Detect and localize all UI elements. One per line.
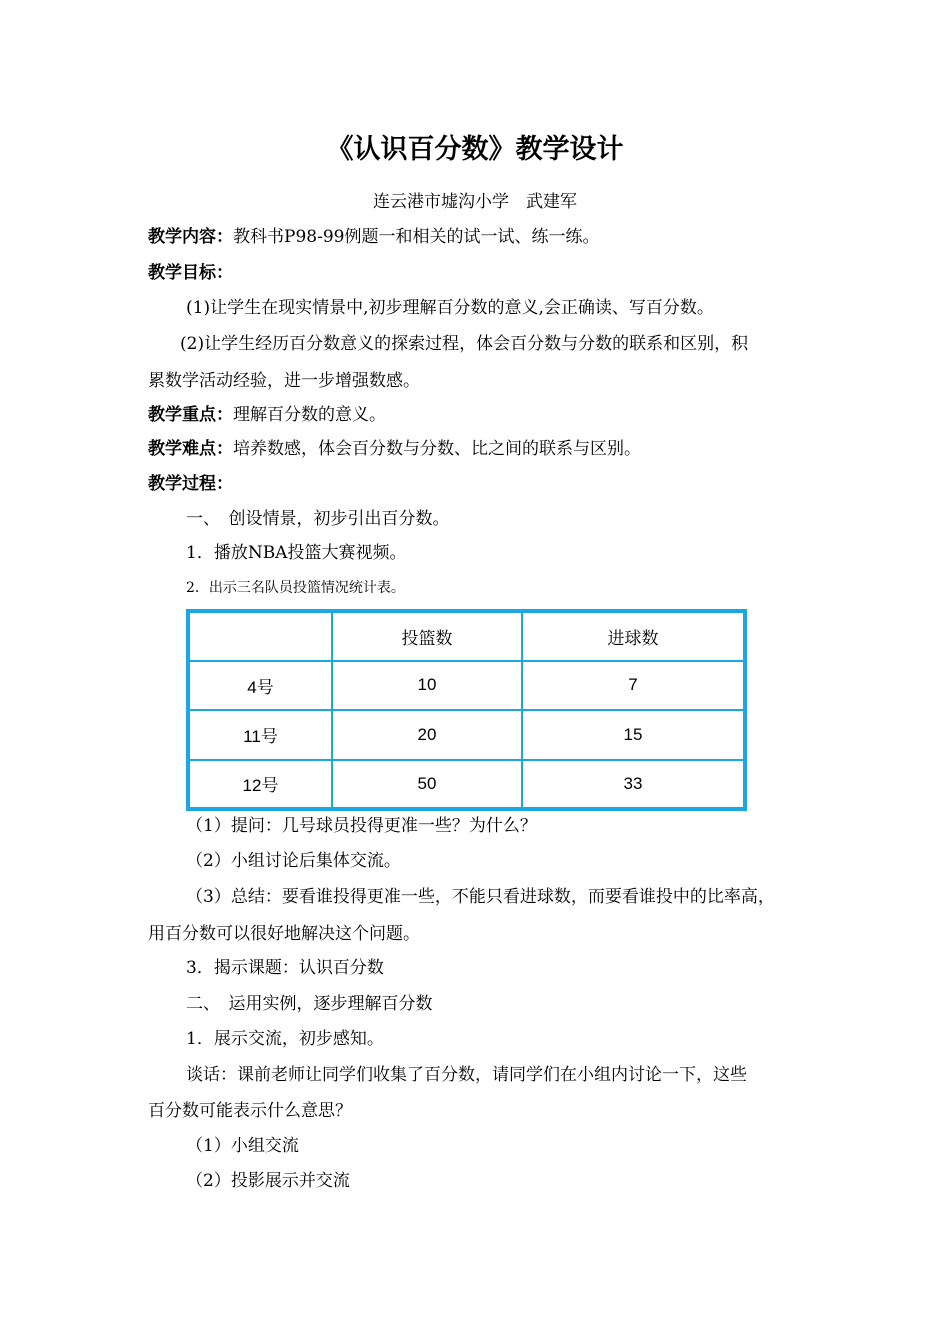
- question-1: （1）提问：几号球员投得更准一些？为什么？: [186, 816, 537, 836]
- table-cell: 4号: [188, 661, 332, 711]
- table-cell: 50: [332, 760, 522, 810]
- step-1-1: 1．播放NBA投篮大赛视频。: [186, 543, 407, 563]
- teaching-content-label: 教学内容：: [148, 227, 233, 247]
- table-row: [188, 661, 745, 711]
- document-title: 《认识百分数》教学设计: [326, 134, 624, 165]
- difficulty-label: 教学难点：: [148, 439, 233, 459]
- talk-line-1: 谈话：课前老师让同学们收集了百分数，请同学们在小组内讨论一下，这些: [186, 1065, 747, 1085]
- key-point-label: 教学重点：: [148, 405, 233, 425]
- section-2-heading: 二、 运用实例，逐步理解百分数: [186, 994, 433, 1014]
- teaching-key-point: [148, 404, 386, 426]
- teaching-content: [148, 226, 599, 248]
- teaching-process-label: 教学过程：: [148, 474, 233, 494]
- task-1: （1）小组交流: [186, 1136, 299, 1156]
- table-header-cell: 进球数: [522, 611, 745, 661]
- goal-1: (1)让学生在现实情景中,初步理解百分数的意义,会正确读、写百分数。: [186, 298, 714, 318]
- talk-line-2: 百分数可能表示什么意思？: [148, 1101, 352, 1121]
- teaching-content-text: 教科书P98-99例题一和相关的试一试、练一练。: [233, 227, 600, 247]
- shooting-stats-table: [186, 609, 747, 811]
- goal-2-line-2: 累数学活动经验，进一步增强数感。: [148, 371, 420, 391]
- table-header-cell: 投篮数: [332, 611, 522, 661]
- table-cell: 10: [332, 661, 522, 711]
- teaching-goals-label: 教学目标：: [148, 263, 233, 283]
- step-1-3: 3．揭示课题：认识百分数: [186, 958, 384, 978]
- difficulty-text: 培养数感，体会百分数与分数、比之间的联系与区别。: [233, 439, 641, 459]
- summary-line-1: （3）总结：要看谁投得更准一些，不能只看进球数，而要看谁投中的比率高，: [186, 887, 775, 907]
- table-row: [188, 710, 745, 760]
- table-cell: 33: [522, 760, 745, 810]
- goal-2-line-1: (2)让学生经历百分数意义的探索过程，体会百分数与分数的联系和区别，积: [180, 334, 749, 354]
- table-header-row: [188, 611, 745, 661]
- section-1-heading: 一、 创设情景，初步引出百分数。: [186, 509, 450, 529]
- table-cell: 20: [332, 710, 522, 760]
- summary-line-2: 用百分数可以很好地解决这个问题。: [148, 924, 420, 944]
- teaching-difficulty: [148, 438, 641, 460]
- author-line: 连云港市墟沟小学 武建军: [373, 192, 577, 212]
- table-row: [188, 760, 745, 810]
- table-cell: 12号: [188, 760, 332, 810]
- table-cell: 15: [522, 710, 745, 760]
- task-2: （2）投影展示并交流: [186, 1171, 350, 1191]
- step-1-2: 2．出示三名队员投篮情况统计表。: [186, 580, 405, 596]
- table-cell: 11号: [188, 710, 332, 760]
- table-cell: 7: [522, 661, 745, 711]
- question-2: （2）小组讨论后集体交流。: [186, 851, 401, 871]
- key-point-text: 理解百分数的意义。: [233, 405, 386, 425]
- table-header-cell: [188, 611, 332, 661]
- step-2-1: 1．展示交流，初步感知。: [186, 1029, 384, 1049]
